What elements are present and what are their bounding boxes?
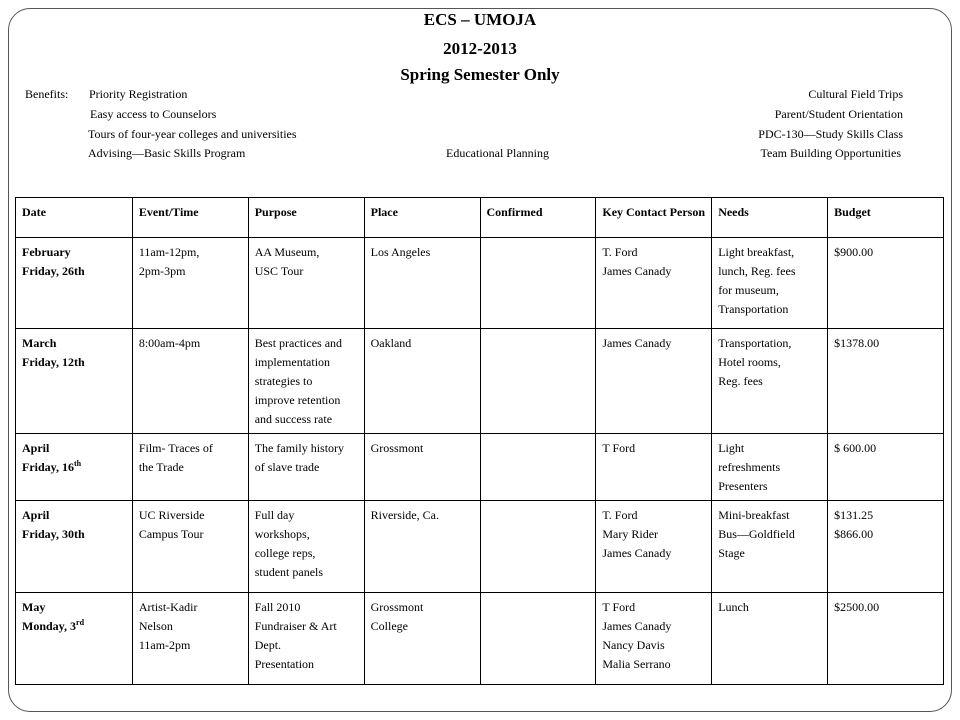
place-cell <box>364 238 480 329</box>
event-time-line: 11am-12pm, <box>138 245 200 259</box>
key-contact-line: James Canady <box>602 336 672 350</box>
date-month: May <box>22 600 46 614</box>
key-contact-cell <box>596 329 712 434</box>
key-contact-line: T Ford <box>602 600 636 614</box>
needs-cell <box>712 593 828 685</box>
title-line-2: 2012-2013 <box>443 39 517 58</box>
budget-line: $900.00 <box>834 245 874 259</box>
budget-cell <box>828 434 944 501</box>
needs-line: for museum, <box>718 283 779 297</box>
date-cell <box>16 501 133 593</box>
title-line-1: ECS – UMOJA <box>423 10 537 29</box>
date-cell <box>16 238 133 329</box>
needs-line: Reg. fees <box>718 374 763 388</box>
key-contact-cell <box>596 593 712 685</box>
purpose-cell <box>248 593 364 685</box>
column-header-needs: Needs <box>712 198 828 238</box>
column-header-place: Place <box>364 198 480 238</box>
needs-cell <box>712 434 828 501</box>
date-day: Friday, 16 <box>22 460 75 474</box>
purpose-cell <box>248 238 364 329</box>
budget-line: $866.00 <box>834 527 874 541</box>
budget-line: $2500.00 <box>834 600 880 614</box>
purpose-line: Presentation <box>254 657 315 671</box>
date-cell <box>16 434 133 501</box>
date-day: Friday, 12th <box>22 355 85 369</box>
date-day: Monday, 3 <box>22 619 77 633</box>
event-time-line: Film- Traces of <box>138 441 213 455</box>
benefit-left-2: Easy access to Counselors <box>90 107 217 121</box>
needs-line: Transportation, <box>718 336 792 350</box>
event-time-cell <box>132 593 248 685</box>
needs-line: Light breakfast, <box>718 245 795 259</box>
budget-line: $1378.00 <box>834 336 880 350</box>
event-time-cell <box>132 501 248 593</box>
place-line: Grossmont <box>370 600 424 614</box>
column-header-purpose: Purpose <box>248 198 364 238</box>
purpose-cell <box>248 329 364 434</box>
date-month: February <box>22 245 71 259</box>
purpose-line: workshops, <box>254 527 310 541</box>
purpose-line: college reps, <box>254 546 316 560</box>
budget-cell <box>828 593 944 685</box>
budget-line: $ 600.00 <box>834 441 877 455</box>
key-contact-line: Malia Serrano <box>602 657 671 671</box>
event-time-line: Nelson <box>138 619 173 633</box>
date-cell <box>16 329 133 434</box>
confirmed-cell <box>480 593 596 685</box>
needs-line: Light <box>718 441 745 455</box>
event-time-line: 8:00am-4pm <box>138 336 201 350</box>
budget-cell <box>828 501 944 593</box>
key-contact-line: James Canady <box>602 619 672 633</box>
purpose-line: Fall 2010 <box>254 600 301 614</box>
date-month: March <box>22 336 57 350</box>
title-line-3: Spring Semester Only <box>400 65 560 84</box>
date-day-line <box>22 353 128 372</box>
event-time-line: Campus Tour <box>138 527 204 541</box>
date-month: April <box>22 441 50 455</box>
place-cell <box>364 329 480 434</box>
purpose-cell <box>248 501 364 593</box>
key-contact-line: Mary Rider <box>602 527 659 541</box>
date-month: April <box>22 508 50 522</box>
confirmed-cell <box>480 434 596 501</box>
needs-cell <box>712 329 828 434</box>
key-contact-line: T. Ford <box>602 245 638 259</box>
needs-line: refreshments <box>718 460 781 474</box>
budget-cell <box>828 238 944 329</box>
needs-line: lunch, Reg. fees <box>718 264 796 278</box>
date-day-line <box>22 525 128 544</box>
needs-cell <box>712 238 828 329</box>
place-line: Oakland <box>370 336 412 350</box>
event-time-line: 11am-2pm <box>138 638 191 652</box>
purpose-line: USC Tour <box>254 264 304 278</box>
place-line: Riverside, Ca. <box>370 508 439 522</box>
purpose-line: The family history <box>254 441 345 455</box>
date-day-line <box>22 458 128 477</box>
date-ordinal-suffix: th <box>74 459 82 468</box>
place-cell <box>364 434 480 501</box>
event-time-line: UC Riverside <box>138 508 205 522</box>
purpose-line: implementation <box>254 355 331 369</box>
event-time-line: the Trade <box>138 460 184 474</box>
date-cell <box>16 593 133 685</box>
confirmed-cell <box>480 238 596 329</box>
benefit-left-4: Advising—Basic Skills Program <box>88 146 246 160</box>
column-header-key-contact: Key Contact Person <box>596 198 712 238</box>
needs-cell <box>712 501 828 593</box>
benefit-left-3: Tours of four-year colleges and universities <box>88 127 297 141</box>
needs-line: Transportation <box>718 302 789 316</box>
date-day-line <box>22 617 128 636</box>
key-contact-cell <box>596 434 712 501</box>
event-time-line: 2pm-3pm <box>138 264 186 278</box>
key-contact-line: T Ford <box>602 441 636 455</box>
schedule-table <box>15 197 944 685</box>
table-header-row <box>16 198 944 238</box>
needs-line: Hotel rooms, <box>718 355 781 369</box>
purpose-line: Dept. <box>254 638 282 652</box>
purpose-line: student panels <box>254 565 324 579</box>
confirmed-cell <box>480 501 596 593</box>
purpose-line: Best practices and <box>254 336 343 350</box>
place-cell <box>364 501 480 593</box>
key-contact-line: Nancy Davis <box>602 638 665 652</box>
table-row <box>16 593 944 685</box>
confirmed-cell <box>480 329 596 434</box>
event-time-cell <box>132 238 248 329</box>
key-contact-cell <box>596 238 712 329</box>
key-contact-line: T. Ford <box>602 508 638 522</box>
event-time-cell <box>132 329 248 434</box>
needs-line: Mini-breakfast <box>718 508 790 522</box>
event-time-cell <box>132 434 248 501</box>
place-cell <box>364 593 480 685</box>
purpose-line: strategies to <box>254 374 313 388</box>
table-row <box>16 501 944 593</box>
budget-cell <box>828 329 944 434</box>
benefit-right-4: Team Building Opportunities <box>760 146 901 160</box>
needs-line: Lunch <box>718 600 749 614</box>
benefit-right-3: PDC-130—Study Skills Class <box>758 127 903 141</box>
budget-line: $131.25 <box>834 508 874 522</box>
purpose-line: and success rate <box>254 412 333 426</box>
table-row <box>16 434 944 501</box>
purpose-line: Fundraiser & Art <box>254 619 337 633</box>
benefit-right-1: Cultural Field Trips <box>808 87 903 101</box>
benefit-center: Educational Planning <box>446 146 549 160</box>
table-row <box>16 329 944 434</box>
key-contact-line: James Canady <box>602 264 672 278</box>
column-header-budget: Budget <box>828 198 944 238</box>
benefit-left-1: Priority Registration <box>89 87 188 101</box>
event-time-line: Artist-Kadir <box>138 600 198 614</box>
date-ordinal-suffix: rd <box>76 618 85 627</box>
table-row <box>16 238 944 329</box>
needs-line: Stage <box>718 546 745 560</box>
purpose-cell <box>248 434 364 501</box>
benefit-right-2: Parent/Student Orientation <box>774 107 903 121</box>
purpose-line: of slave trade <box>254 460 320 474</box>
key-contact-line: James Canady <box>602 546 672 560</box>
date-day: Friday, 30th <box>22 527 85 541</box>
place-line: Grossmont <box>370 441 424 455</box>
column-header-event-time: Event/Time <box>132 198 248 238</box>
place-line: College <box>370 619 408 633</box>
place-line: Los Angeles <box>370 245 431 259</box>
purpose-line: AA Museum, <box>254 245 320 259</box>
needs-line: Presenters <box>718 479 768 493</box>
purpose-line: improve retention <box>254 393 341 407</box>
purpose-line: Full day <box>254 508 295 522</box>
date-day-line <box>22 262 128 281</box>
needs-line: Bus—Goldfield <box>718 527 795 541</box>
key-contact-cell <box>596 501 712 593</box>
date-day: Friday, 26th <box>22 264 85 278</box>
column-header-confirmed: Confirmed <box>480 198 596 238</box>
column-header-date: Date <box>16 198 133 238</box>
benefits-label: Benefits: <box>25 87 69 101</box>
